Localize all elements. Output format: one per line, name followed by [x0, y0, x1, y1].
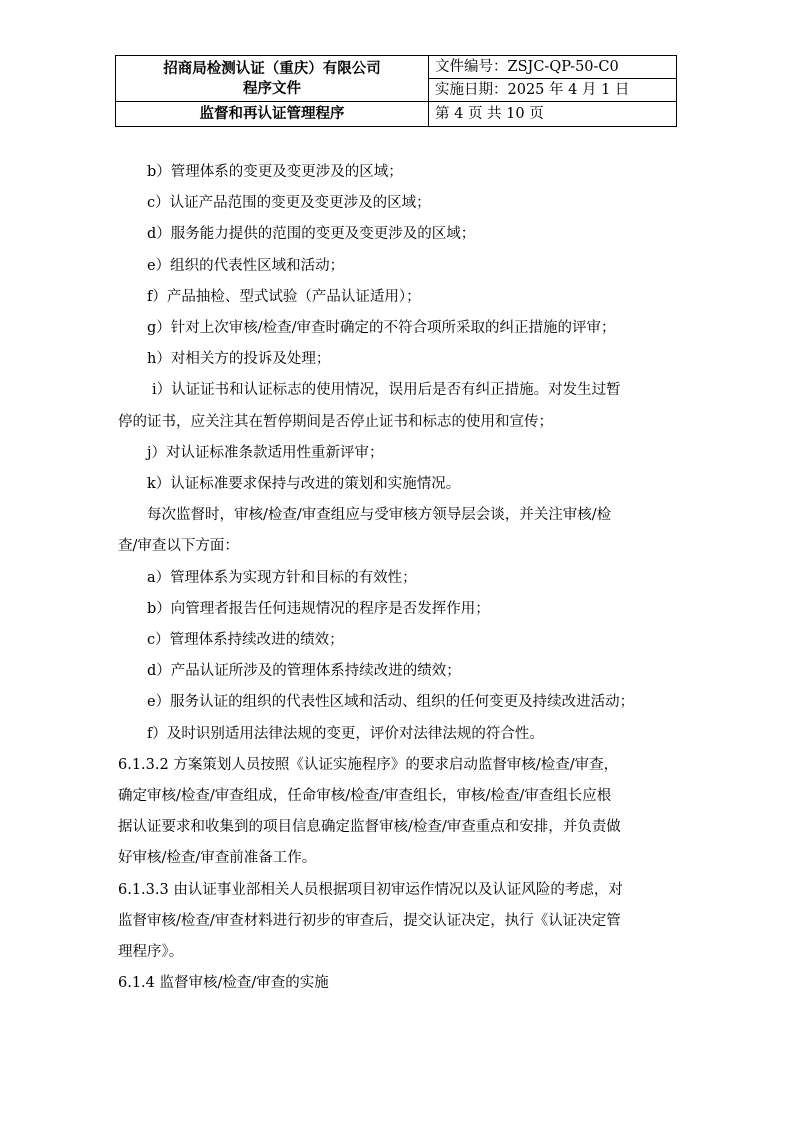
- body-line: 确定审核/检查/审查组成，任命审核/检查/审查组长，审核/检查/审查组长应根: [118, 788, 612, 805]
- body-line: g）针对上次审核/检查/审查时确定的不符合项所采取的纠正措施的评审；: [147, 320, 616, 337]
- org-name: 招商局检测认证（重庆）有限公司: [163, 59, 381, 77]
- body-line: b）管理体系的变更及变更涉及的区域；: [147, 164, 403, 180]
- implementation-date: 实施日期：2025 年 4 月 1 日: [429, 79, 677, 102]
- body-line: 每次监督时，审核/检查/审查组应与受审核方领导层会谈，并关注审核/检: [147, 507, 612, 524]
- body-line: c）管理体系持续改进的绩效；: [147, 632, 344, 649]
- body-line: 停的证书，应关注其在暂停期间是否停止证书和标志的使用和宣传；: [118, 413, 553, 430]
- body-line: e）组织的代表性区域和活动；: [147, 257, 345, 274]
- body-line: e）服务认证的组织的代表性区域和活动、组织的任何变更及持续改进活动；: [147, 694, 635, 711]
- document-body: [118, 157, 678, 999]
- page-number: 第 4 页 共 10 页: [429, 102, 677, 127]
- body-line: k）认证标准要求保持与改进的策划和实施情况。: [147, 476, 461, 493]
- body-line: 监督审核/检查/审查材料进行初步的审查后，提交认证决定，执行《认证决定管: [118, 912, 621, 929]
- body-line: b）向管理者报告任何违规情况的程序是否发挥作用；: [147, 600, 490, 617]
- doc-type: 程序文件: [243, 79, 301, 97]
- body-line: d）服务能力提供的范围的变更及变更涉及的区域；: [147, 226, 476, 243]
- document-header-table: [115, 55, 677, 127]
- body-line: 6.1.3.3 由认证事业部相关人员根据项目初审运作情况以及认证风险的考虑，对: [118, 881, 623, 898]
- body-line: d）产品认证所涉及的管理体系持续改进的绩效；: [147, 663, 461, 680]
- body-line: j）对认证标准条款适用性重新评审；: [147, 444, 384, 461]
- body-line: 查/审查以下方面：: [118, 538, 239, 555]
- body-line: 6.1.3.2 方案策划人员按照《认证实施程序》的要求启动监督审核/检查/审查，: [118, 756, 619, 773]
- body-line: a）管理体系为实现方针和目标的有效性；: [147, 569, 417, 586]
- document-title: 监督和再认证管理程序: [116, 102, 429, 127]
- section-heading: 6.1.4 监督审核/检查/审查的实施: [118, 975, 329, 992]
- body-line: f）及时识别适用法律法规的变更，评价对法律法规的符合性。: [147, 725, 544, 742]
- body-line: 据认证要求和收集到的项目信息确定监督审核/检查/审查重点和安排，并负责做: [118, 819, 621, 836]
- body-line: i）认证证书和认证标志的使用情况，误用后是否有纠正措施。对发生过暂: [152, 382, 621, 399]
- body-line: f）产品抽检、型式试验（产品认证适用）；: [147, 288, 421, 305]
- body-line: 好审核/检查/审查前准备工作。: [118, 850, 317, 867]
- body-line: h）对相关方的投诉及处理；: [147, 351, 331, 368]
- doc-number: 文件编号：ZSJC-QP-50-C0: [429, 56, 677, 79]
- body-line: 理程序》。: [118, 944, 184, 961]
- org-name-cell: [116, 56, 429, 102]
- body-line: c）认证产品范围的变更及变更涉及的区域；: [147, 195, 431, 212]
